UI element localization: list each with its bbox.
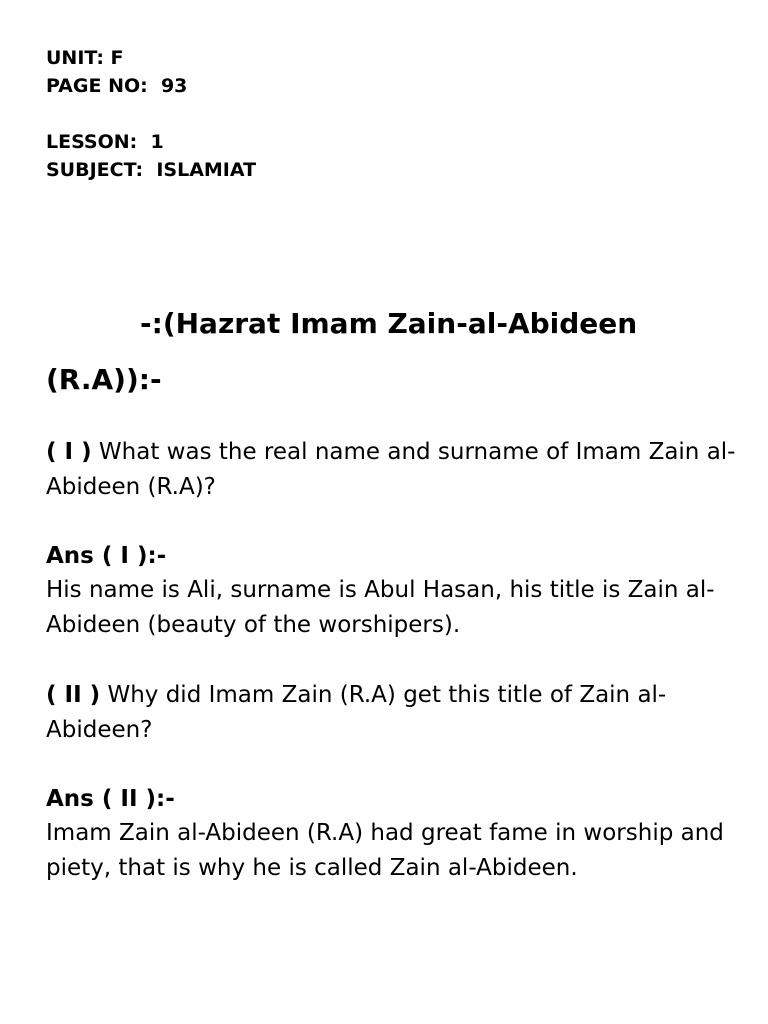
unit-label: UNIT: F	[46, 47, 124, 69]
question-2-text: Why did Imam Zain (R.A) get this title of Zain al-Abideen?	[46, 682, 667, 743]
answer-2-text: Imam Zain al-Abideen (R.A) had great fame in worship and piety, that is why he is called Zain al-Abideen.	[46, 820, 724, 881]
answer-1-heading: Ans ( I ):-	[46, 543, 167, 569]
answer-2-heading: Ans ( II ):-	[46, 786, 175, 812]
page-number-label: PAGE NO: 93	[46, 75, 188, 97]
question-2-number: ( II )	[46, 682, 101, 708]
document-title: -:(Hazrat Imam Zain-al-Abideen (R.A)):-	[46, 307, 638, 396]
subject-label: SUBJECT: ISLAMIAT	[46, 159, 257, 181]
lesson-label: LESSON: 1	[46, 131, 164, 153]
header-lesson-subject	[46, 128, 256, 184]
answer-1-text: His name is Ali, surname is Abul Hasan, his title is Zain al-Abideen (beauty of the worshipers).	[46, 577, 715, 638]
header-unit-page	[46, 44, 187, 100]
question-1-text: What was the real name and surname of Imam Zain al-Abideen (R.A)?	[46, 439, 736, 500]
question-2	[46, 678, 736, 748]
question-1	[46, 435, 736, 505]
question-1-number: ( I )	[46, 439, 92, 465]
